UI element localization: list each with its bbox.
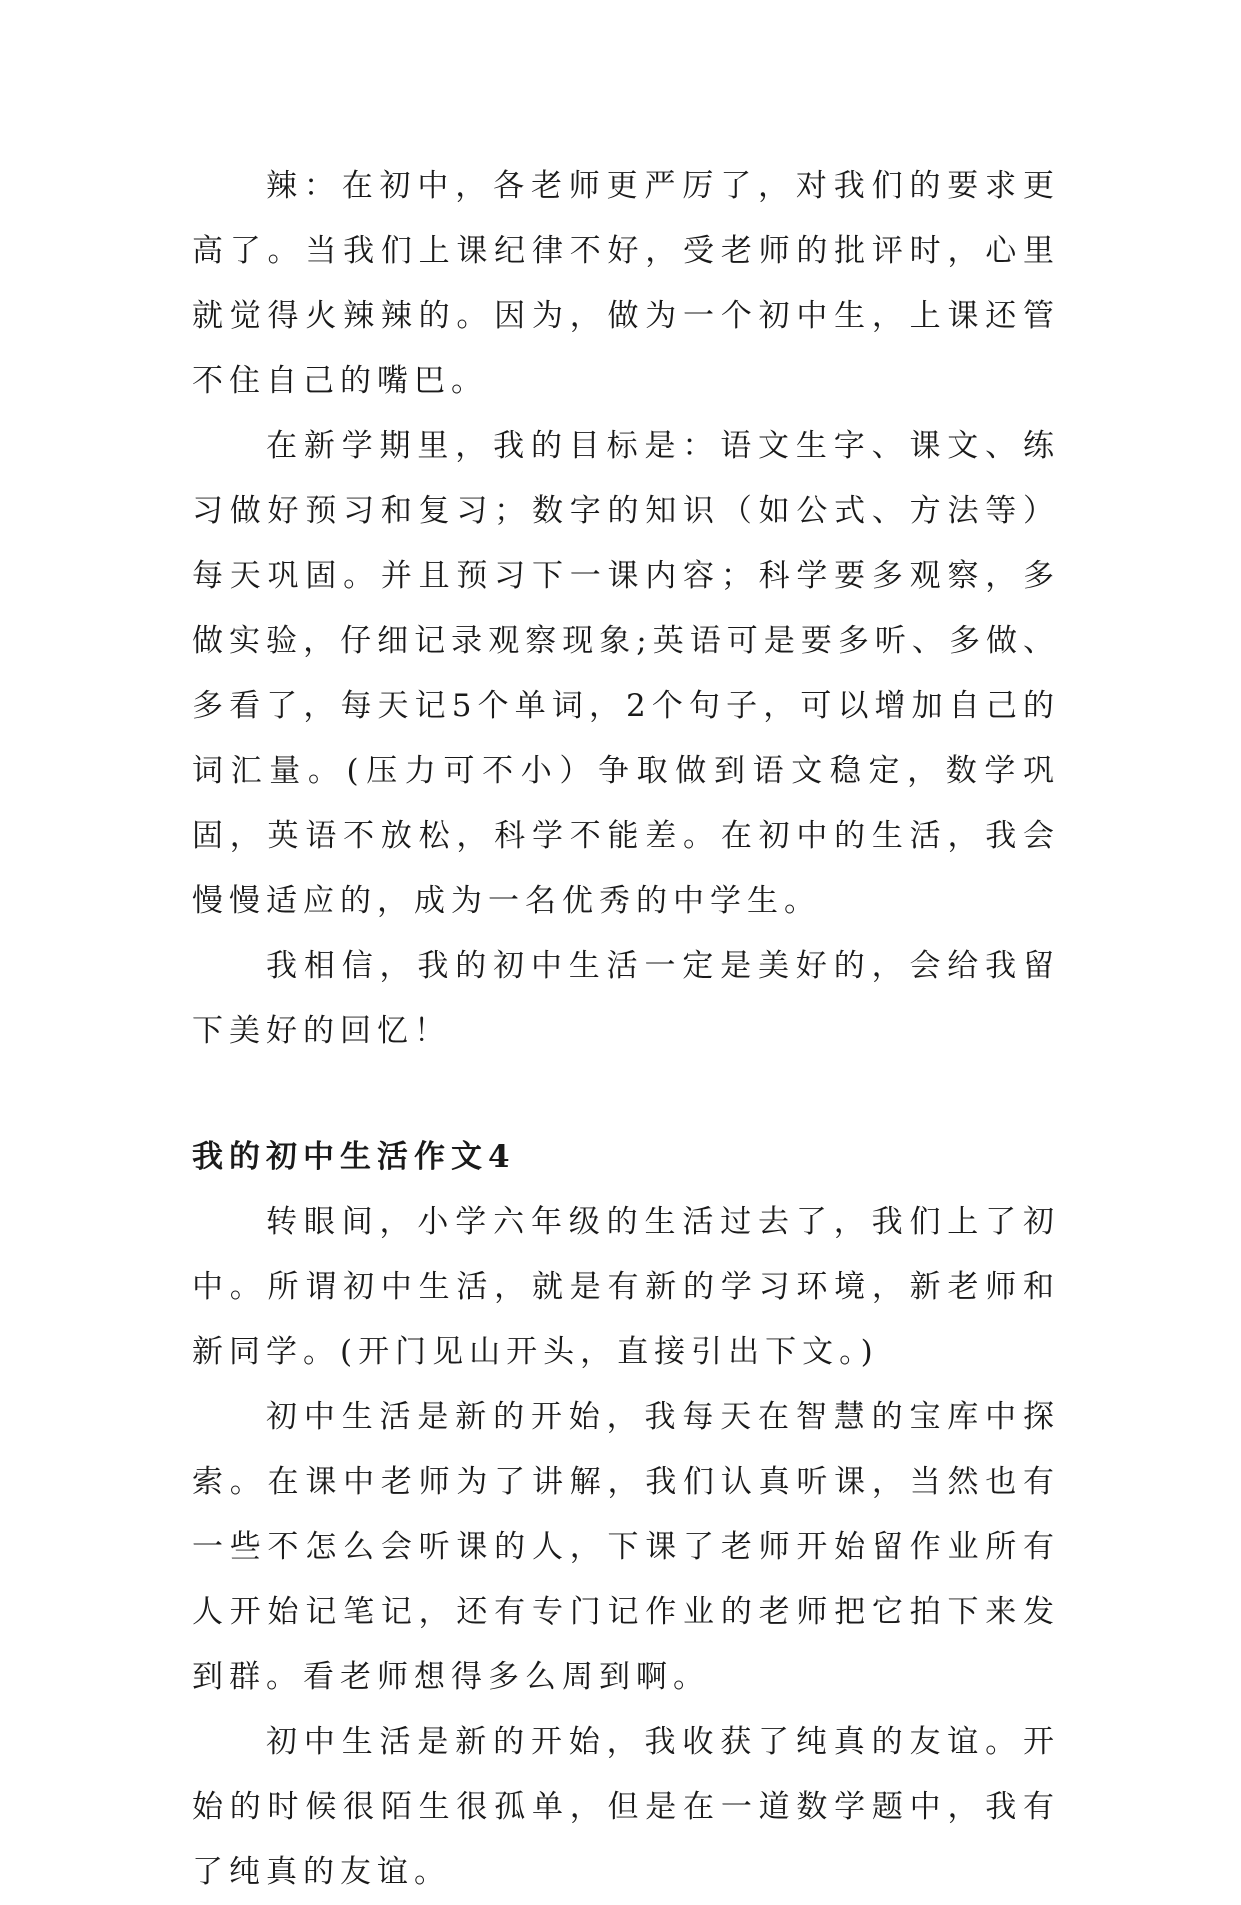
paragraph: 转眼间，小学六年级的生活过去了，我们上了初中。所谓初中生活，就是有新的学习环境，新老师和新同学。(开门见山开头，直接引出下文。) — [192, 1204, 1060, 1370]
paragraph: 我相信，我的初中生活一定是美好的，会给我留下美好的回忆！ — [192, 948, 1060, 1049]
paragraph: 初中生活是新的开始，我收获了纯真的友谊。开始的时候很陌生很孤单，但是在一道数学题中，我有了纯真的友谊。 — [192, 1724, 1060, 1890]
section-spacer — [192, 1064, 1060, 1125]
paragraph: 在新学期里，我的目标是：语文生字、课文、练习做好预习和复习；数字的知识（如公式、方法等）每天巩固。并且预习下一课内容；科学要多观察，多做实验，仔细记录观察现象;英语可是要多听、多做、多看了，每天记5个单词，2个句子，可以增加自己的词汇量。(压力可不小）争取做到语文稳定，数学巩固，英语不放松，科学不能差。在初中的生活，我会慢慢适应的，成为一名优秀的中学生。 — [192, 428, 1060, 919]
paragraph: 初中生活是新的开始，我每天在智慧的宝库中探索。在课中老师为了讲解，我们认真听课，当然也有一些不怎么会听课的人，下课了老师开始留作业所有人开始记笔记，还有专门记作业的老师把它拍下来发到群。看老师想得多么周到啊。 — [192, 1399, 1060, 1695]
section-title: 我的初中生活作文4 — [192, 1139, 516, 1175]
document-body — [192, 154, 1060, 1905]
paragraph: 辣：在初中，各老师更严厉了，对我们的要求更高了。当我们上课纪律不好，受老师的批评时，心里就觉得火辣辣的。因为，做为一个初中生，上课还管不住自己的嘴巴。 — [192, 168, 1060, 399]
